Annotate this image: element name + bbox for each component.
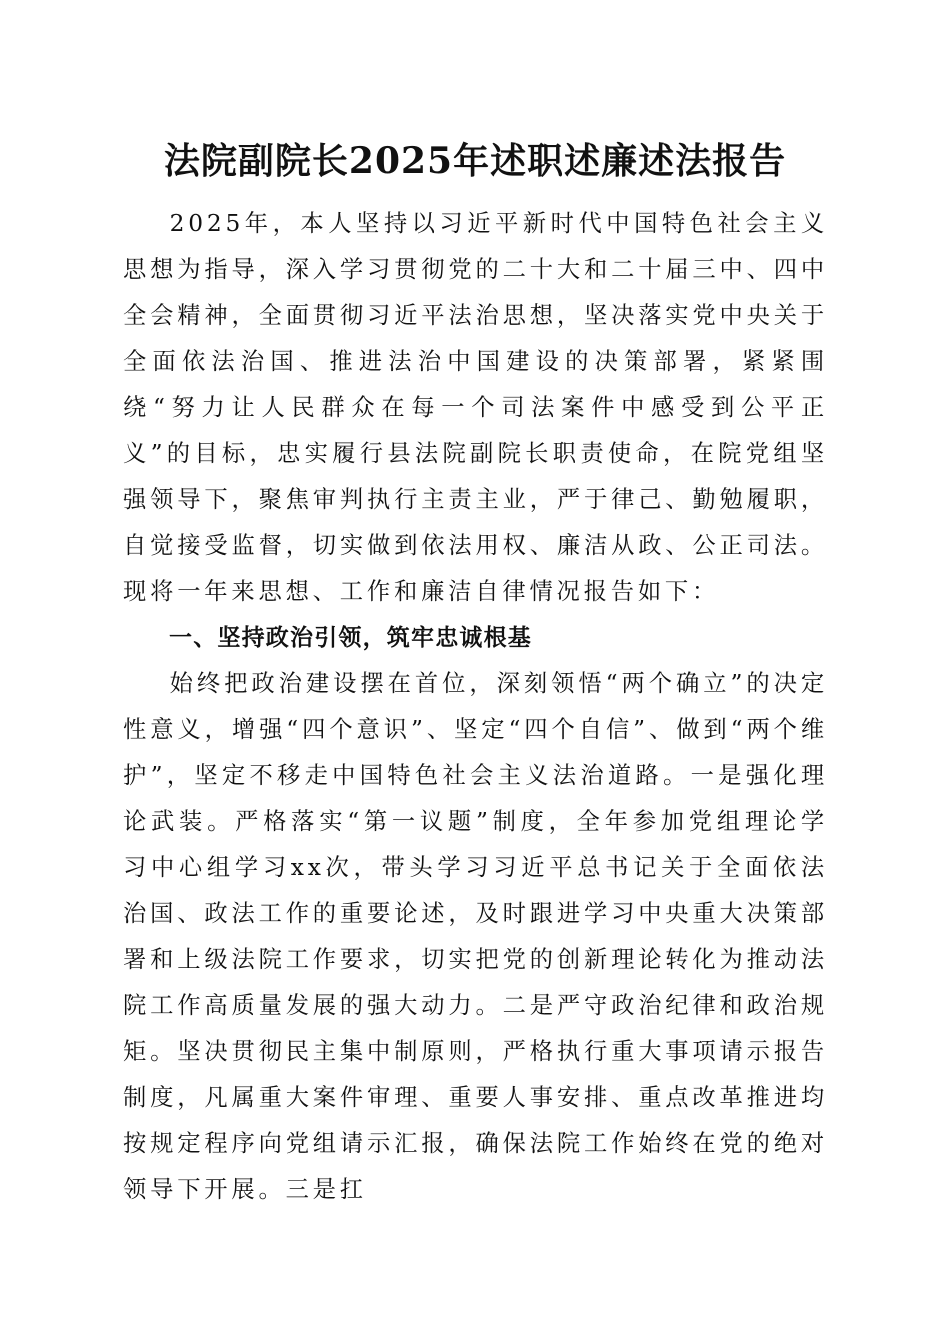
document-title: 法院副院长2025年述职述廉述法报告 [163,140,787,182]
section-heading: 一、坚持政治引领，筑牢忠诚根基 [169,625,532,651]
intro-paragraph: 2025年，本人坚持以习近平新时代中国特色社会主义思想为指导，深入学习贯彻党的二十大和二十届三中、四中全会精神，全面贯彻习近平法治思想，坚决落实党中央关于全面依法治国、推进法治中国建设的决策部署，紧紧围绕“努力让人民群众在每一个司法案件中感受到公平正义”的目标，忠实履行县法院副院长职责使命，在院党组坚强领导下，聚焦审判执行主责主业，严于律己、勤勉履职，自觉接受监督，切实做到依法用权、廉洁从政、公正司法。现将一年来思想、工作和廉洁自律情况报告如下： [123,210,828,605]
document-body [123,201,828,1213]
section-paragraph: 始终把政治建设摆在首位，深刻领悟“两个确立”的决定性意义，增强“四个意识”、坚定“四个自信”、做到“两个维护”，坚定不移走中国特色社会主义法治道路。一是强化理论武装。严格落实“第一议题”制度，全年参加党组理论学习中心组学习xx次，带头学习习近平总书记关于全面依法治国、政法工作的重要论述，及时跟进学习中央重大决策部署和上级法院工作要求，切实把党的创新理论转化为推动法院工作高质量发展的强大动力。二是严守政治纪律和政治规矩。坚决贯彻民主集中制原则，严格执行重大事项请示报告制度，凡属重大案件审理、重要人事安排、重点改革推进均按规定程序向党组请示汇报，确保法院工作始终在党的绝对领导下开展。三是扛 [123,670,828,1203]
